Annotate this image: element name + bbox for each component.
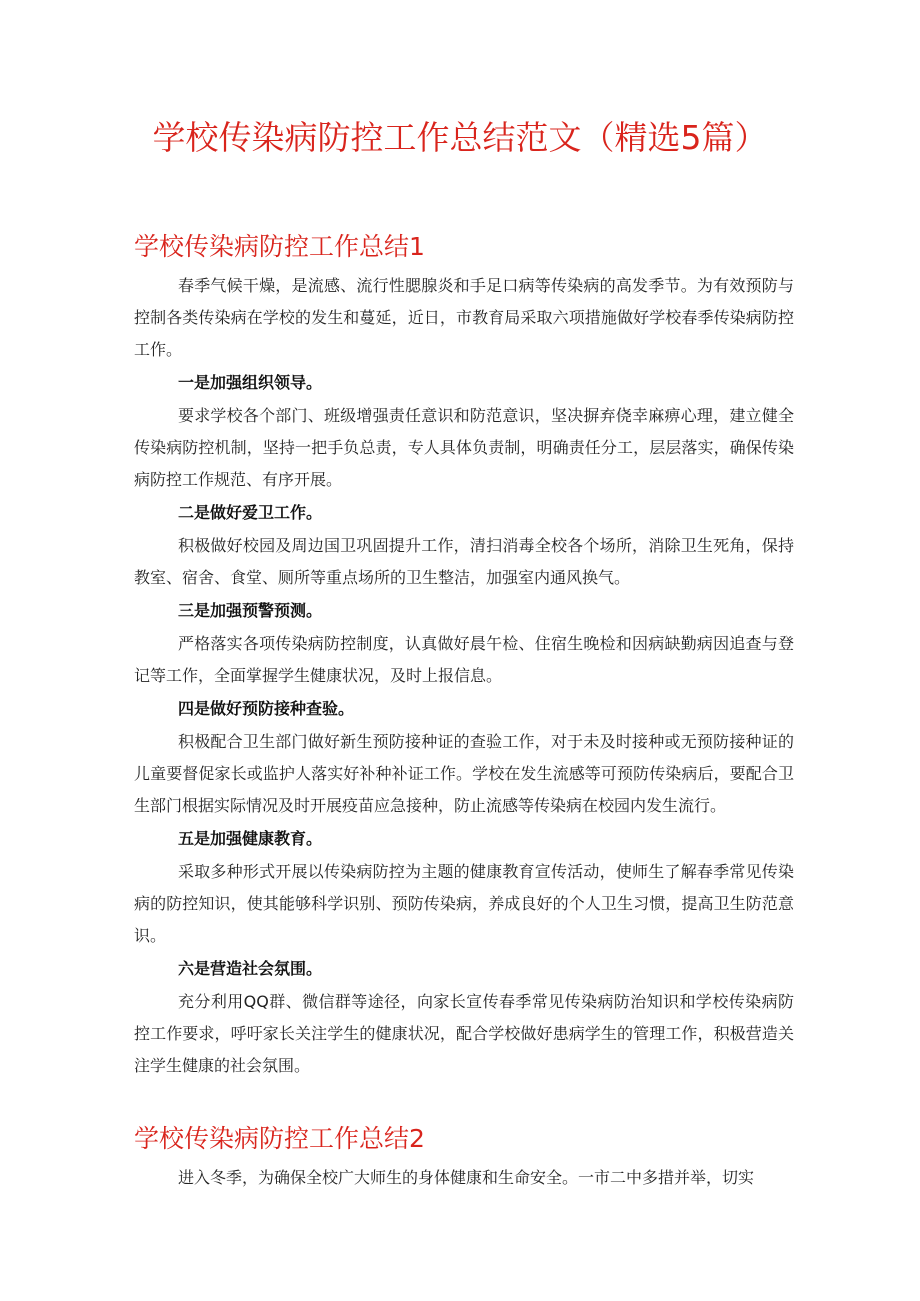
measure-4-title: 四是做好预防接种查验。 xyxy=(178,699,355,718)
measure-3-text: 严格落实各项传染病防控制度，认真做好晨午检、住宿生晚检和因病缺勤病因追查与登记等工作，全面掌握学生健康状况，及时上报信息。 xyxy=(134,634,794,685)
measure-3-title: 三是加强预警预测。 xyxy=(178,601,323,620)
measure-4-text: 积极配合卫生部门做好新生预防接种证的查验工作，对于未及时接种或无预防接种证的儿童要督促家长或监护人落实好补种补证工作。学校在发生流感等可预防传染病后，要配合卫生部门根据实际情况及时开展疫苗应急接种，防止流感等传染病在校园内发生流行。 xyxy=(134,732,794,815)
section-body-1 xyxy=(134,270,794,1082)
measure-5-text: 采取多种形式开展以传染病防控为主题的健康教育宣传活动，使师生了解春季常见传染病的防控知识，使其能够科学识别、预防传染病，养成良好的个人卫生习惯，提高卫生防范意识。 xyxy=(134,862,794,945)
section-heading-1: 学校传染病防控工作总结1 xyxy=(134,232,425,261)
section-body-2 xyxy=(134,1162,794,1194)
measure-2-title: 二是做好爱卫工作。 xyxy=(178,503,323,522)
section-1-intro: 春季气候干燥，是流感、流行性腮腺炎和手足口病等传染病的高发季节。为有效预防与控制各类传染病在学校的发生和蔓延，近日，市教育局采取六项措施做好学校春季传染病防控工作。 xyxy=(134,276,794,359)
measure-6-text: 充分利用QQ群、微信群等途径，向家长宣传春季常见传染病防治知识和学校传染病防控工作要求，呼吁家长关注学生的健康状况，配合学校做好患病学生的管理工作，积极营造关注学生健康的社会氛围。 xyxy=(134,992,794,1075)
section-2-intro: 进入冬季，为确保全校广大师生的身体健康和生命安全。一市二中多措并举，切实 xyxy=(178,1168,755,1187)
section-heading-2: 学校传染病防控工作总结2 xyxy=(134,1124,425,1153)
measure-1-title: 一是加强组织领导。 xyxy=(178,373,323,392)
measure-6-title: 六是营造社会氛围。 xyxy=(178,959,323,978)
measure-1-text: 要求学校各个部门、班级增强责任意识和防范意识，坚决摒弃侥幸麻痹心理，建立健全传染病防控机制，坚持一把手负总责，专人具体负责制，明确责任分工，层层落实，确保传染病防控工作规范、有序开展。 xyxy=(134,406,794,489)
measure-5-title: 五是加强健康教育。 xyxy=(178,829,323,848)
document-title: 学校传染病防控工作总结范文（精选5篇） xyxy=(152,118,768,157)
measure-2-text: 积极做好校园及周边国卫巩固提升工作，清扫消毒全校各个场所，消除卫生死角，保持教室、宿舍、食堂、厕所等重点场所的卫生整洁，加强室内通风换气。 xyxy=(134,536,794,587)
